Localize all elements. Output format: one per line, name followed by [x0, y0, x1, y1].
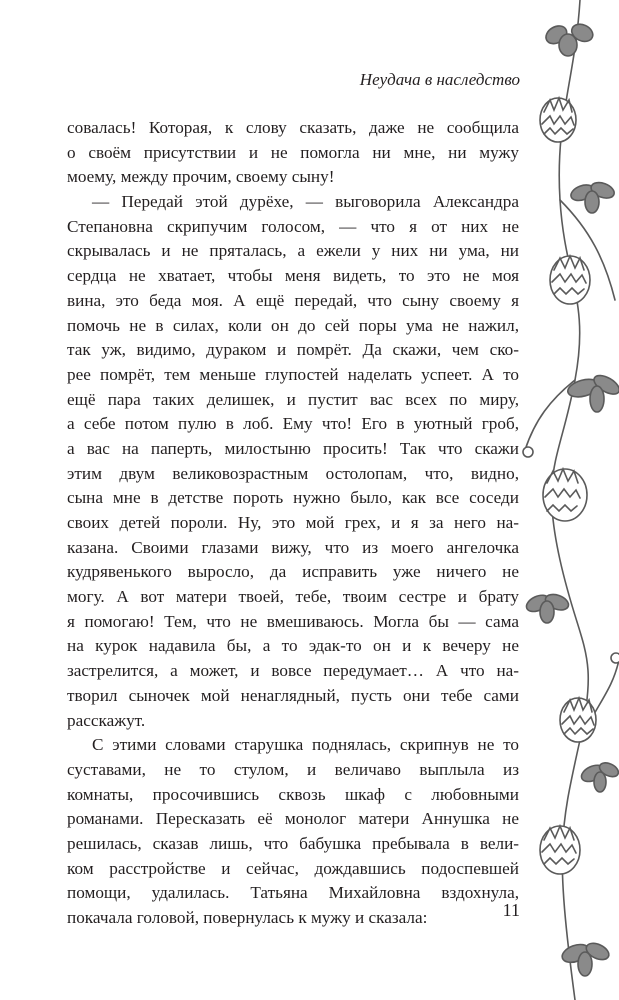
clover-flower-icon — [560, 698, 596, 742]
text-line: своих детей пороли. Ну, это мой грех, и я за него на- — [67, 513, 519, 532]
text-line: покачала головой, повернулась к мужу и сказала: — [67, 908, 428, 927]
running-head: Неудача в наследство — [359, 70, 520, 89]
clover-flower-icon — [540, 826, 580, 874]
text-line: творил сыночек мой ненаглядный, пусть они тебе сами — [67, 685, 519, 705]
text-line: застрелится, а может, и вовсе передумает… А что на- — [67, 661, 519, 681]
text-line: сына мне в детстве пороть нужно было, как все соседи — [67, 488, 519, 508]
text-line: на курок надавила бы, а то эдак-то он и к вечеру не — [67, 636, 519, 656]
clover-flower-icon — [550, 256, 590, 304]
text-line: а вас на паперть, милостыню просить! Так что скажи — [67, 438, 519, 458]
text-line: Степановна скрипучим голосом, — что я от них не — [67, 216, 519, 236]
text-line: вина, это беда моя. А ещё передай, что сыну своему я — [67, 290, 519, 310]
clover-leaf-icon — [524, 592, 571, 623]
text-line: суставами, не то стулом, и величаво выплыла из — [67, 759, 519, 779]
text-line: так уж, видимо, дураком и помрёт. Да скажи, чем ско- — [67, 340, 519, 360]
text-line: решилась, сказав лишь, что бабушка пребывала в вели- — [67, 833, 519, 853]
text-line: а себе потом пулю в лоб. Ему что! Его в уютный гроб, — [67, 414, 519, 434]
text-line: помощи, удалилась. Татьяна Михайловна вздохнула, — [67, 883, 519, 903]
clover-leaf-icon — [579, 760, 619, 792]
text-line: рее помрёт, тем меньше глупостей наделать успеет. А то — [67, 364, 519, 384]
clover-leaf-icon — [569, 180, 617, 213]
text-line: сердца не хватает, чтобы меня видеть, то это не моя — [67, 266, 519, 286]
bud-icon — [523, 447, 533, 457]
clover-border-illustration — [520, 0, 619, 1000]
clover-leaf-icon — [543, 21, 596, 56]
text-line: о своём присутствии и не помогла ни мне, ни мужу — [67, 142, 519, 162]
text-line: ещё пара таких делишек, и пустит вас всех по миру, — [67, 389, 519, 409]
text-line: помочь не в силах, коли он до сей поры ума не нажил, — [67, 315, 519, 335]
text-line: скрывалась и не пряталась, а ежели у них ни ума, ни — [67, 241, 519, 261]
text-line: моему, между прочим, своему сыну! — [67, 167, 335, 187]
clover-flower-icon — [543, 469, 587, 521]
page-number: 11 — [502, 900, 520, 920]
text-line: совалась! Которая, к слову сказать, даже не сообщила — [67, 118, 519, 137]
text-line: романами. Пересказать её монолог матери Аннушка не — [67, 809, 519, 829]
body-text — [67, 116, 519, 931]
bud-icon — [611, 653, 619, 663]
clover-flower-icon — [540, 98, 576, 142]
text-line: расскажут. — [67, 710, 146, 730]
text-line: кудрявенького выросло, да исправить уже ничего не — [67, 562, 519, 582]
text-line: ком расстройстве и сейчас, дождавшись подоспевшей — [67, 858, 519, 878]
text-line: казана. Своими глазами вижу, что из моего ангелочка — [67, 537, 519, 557]
text-line: я помогаю! Тем, что не вмешиваюсь. Могла бы — сама — [67, 611, 519, 631]
text-line: могу. А вот матери твоей, тебе, твоим сестре и брату — [67, 587, 519, 607]
text-line: С этими словами старушка поднялась, скрипнув не то — [92, 735, 519, 755]
clover-leaf-icon — [566, 372, 619, 412]
text-line: комнаты, просочившись сквозь шкаф с любовными — [67, 784, 519, 804]
text-line: этим двум великовозрастным остолопам, что, видно, — [67, 463, 519, 483]
text-line: — Передай этой дурёхе, — выговорила Александра — [92, 192, 519, 212]
